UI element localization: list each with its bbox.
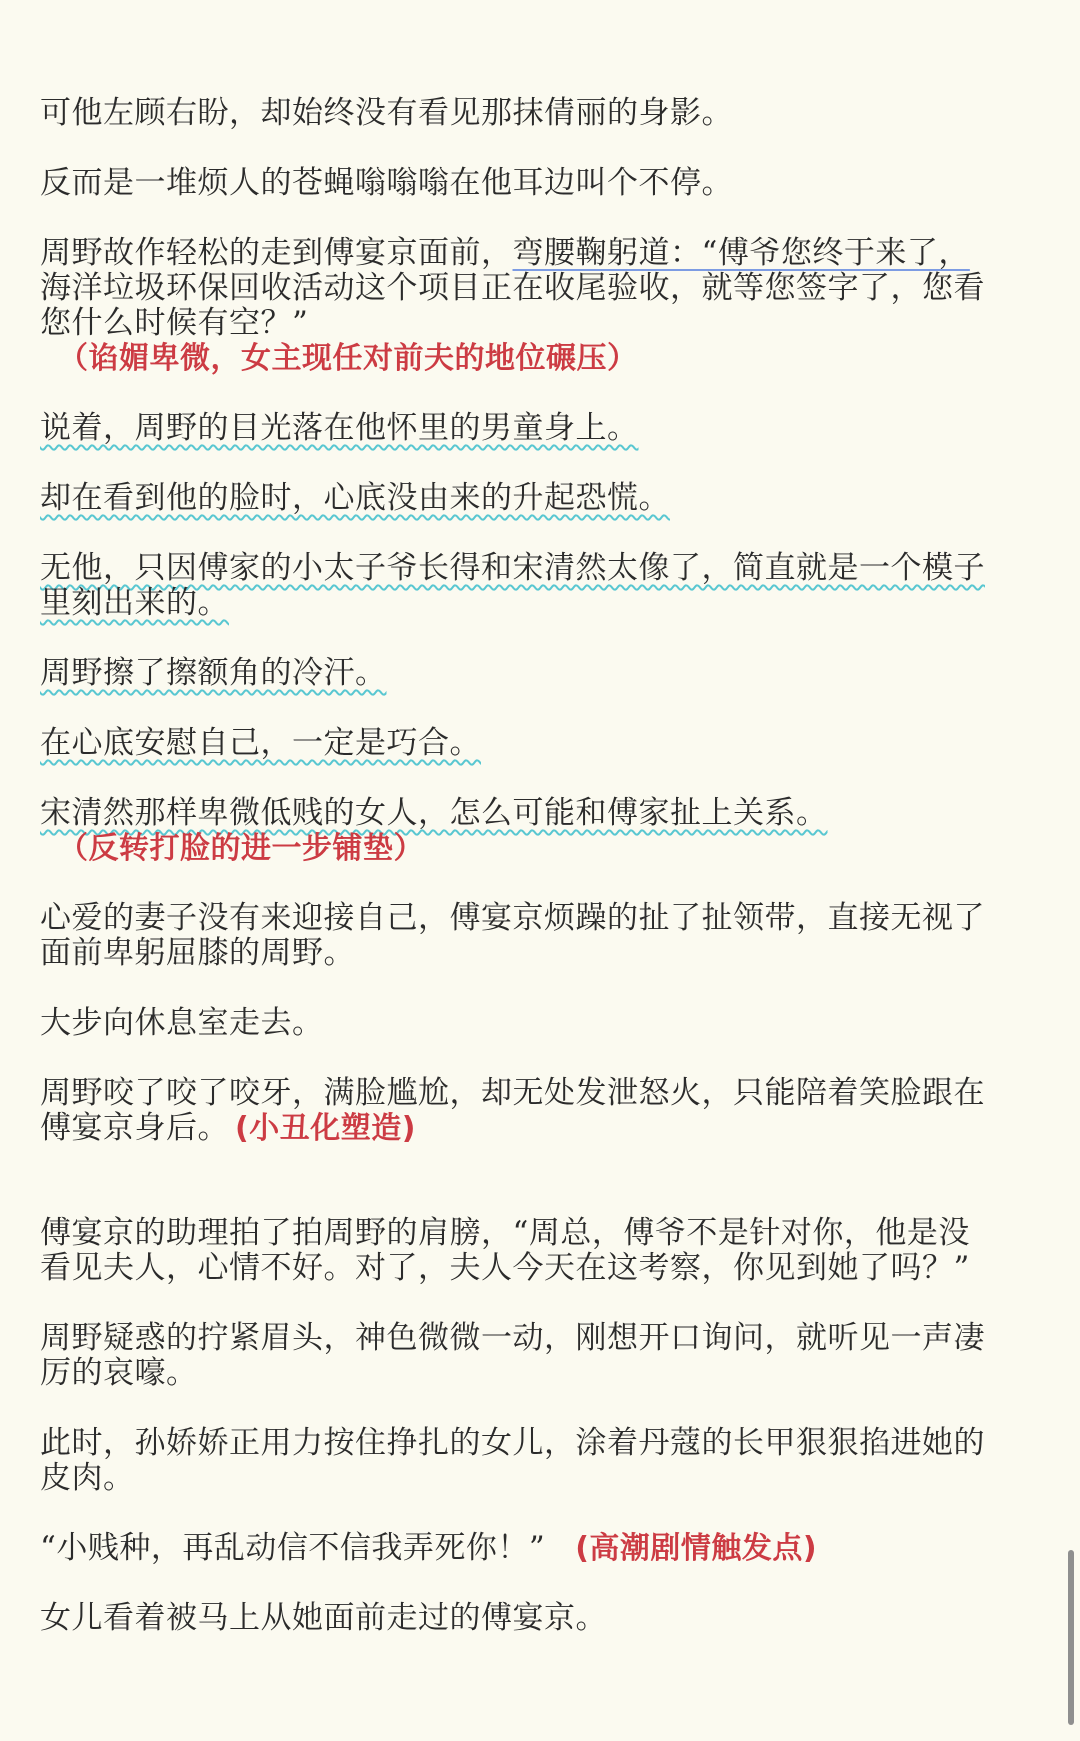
- annotation-3: (小丑化塑造): [235, 1111, 416, 1146]
- paragraph-14: [40, 1321, 1040, 1391]
- paragraph-14-line-1: 周野疑惑的拧紧眉头，神色微微一动，刚想开口询问，就听见一声凄: [40, 1320, 985, 1356]
- article-body: [40, 96, 1040, 1636]
- paragraph-13-line-2: 看见夫人，心情不好。对了，夫人今天在这考察，你见到她了吗？”: [40, 1250, 970, 1286]
- paragraph-4: 说着，周野的目光落在他怀里的男童身上。: [40, 410, 639, 446]
- paragraph-17: 女儿看着被马上从她面前走过的傅宴京。: [40, 1600, 607, 1636]
- paragraph-10: [40, 901, 1040, 971]
- paragraph-3-line-2: 海洋垃圾环保回收活动这个项目正在收尾验收，就等您签字了，您看: [40, 270, 985, 306]
- paragraph-13-line-1: 傅宴京的助理拍了拍周野的肩膀，“周总，傅爷不是针对你，他是没: [40, 1215, 970, 1251]
- paragraph-11: 大步向休息室走去。: [40, 1005, 324, 1041]
- annotation-1: （谄媚卑微，女主现任对前夫的地位碾压）: [58, 341, 638, 376]
- paragraph-12: [40, 1076, 1040, 1146]
- annotation-2: （反转打脸的进一步铺垫）: [58, 831, 424, 866]
- paragraph-3-line-3: 您什么时候有空？”: [40, 305, 309, 341]
- paragraph-3-line-1-start: 周野故作轻松的走到傅宴京面前，: [40, 235, 513, 271]
- paragraph-7: 周野擦了擦额角的冷汗。: [40, 655, 387, 691]
- paragraph-6-line-2: 里刻出来的。: [40, 585, 229, 621]
- paragraph-15-line-2: 皮肉。: [40, 1460, 135, 1496]
- paragraph-2: 反而是一堆烦人的苍蝇嗡嗡嗡在他耳边叫个不停。: [40, 165, 733, 201]
- paragraph-13: [40, 1216, 1040, 1286]
- paragraph-12-line-2: 傅宴京身后。: [40, 1110, 229, 1146]
- paragraph-15: [40, 1426, 1040, 1496]
- paragraph-1: 可他左顾右盼，却始终没有看见那抹倩丽的身影。: [40, 95, 733, 131]
- paragraph-10-line-2: 面前卑躬屈膝的周野。: [40, 935, 355, 971]
- paragraph-8: 在心底安慰自己，一定是巧合。: [40, 725, 481, 761]
- paragraph-16: “小贱种，再乱动信不信我弄死你！”: [40, 1530, 546, 1566]
- paragraph-6-line-1: 无他，只因傅家的小太子爷长得和宋清然太像了，简直就是一个模子: [40, 550, 985, 586]
- paragraph-6: [40, 551, 1040, 621]
- paragraph-3-underlined-quote: 弯腰鞠躬道：“傅爷您终于来了，: [512, 235, 970, 271]
- paragraph-3: [40, 236, 1040, 376]
- paragraph-9-text: 宋清然那样卑微低贱的女人，怎么可能和傅家扯上关系。: [40, 795, 828, 831]
- annotation-4: (高潮剧情触发点): [575, 1531, 818, 1566]
- paragraph-10-line-1: 心爱的妻子没有来迎接自己，傅宴京烦躁的扯了扯领带，直接无视了: [40, 900, 985, 936]
- paragraph-9: [40, 796, 1040, 866]
- paragraph-15-line-1: 此时，孙娇娇正用力按住挣扎的女儿，涂着丹蔻的长甲狠狠掐进她的: [40, 1425, 985, 1461]
- paragraph-14-line-2: 厉的哀嚎。: [40, 1355, 198, 1391]
- paragraph-5: 却在看到他的脸时，心底没由来的升起恐慌。: [40, 480, 670, 516]
- paragraph-12-line-1: 周野咬了咬了咬牙，满脸尴尬，却无处发泄怒火，只能陪着笑脸跟在: [40, 1075, 985, 1111]
- scrollbar-thumb[interactable]: [1068, 1550, 1074, 1725]
